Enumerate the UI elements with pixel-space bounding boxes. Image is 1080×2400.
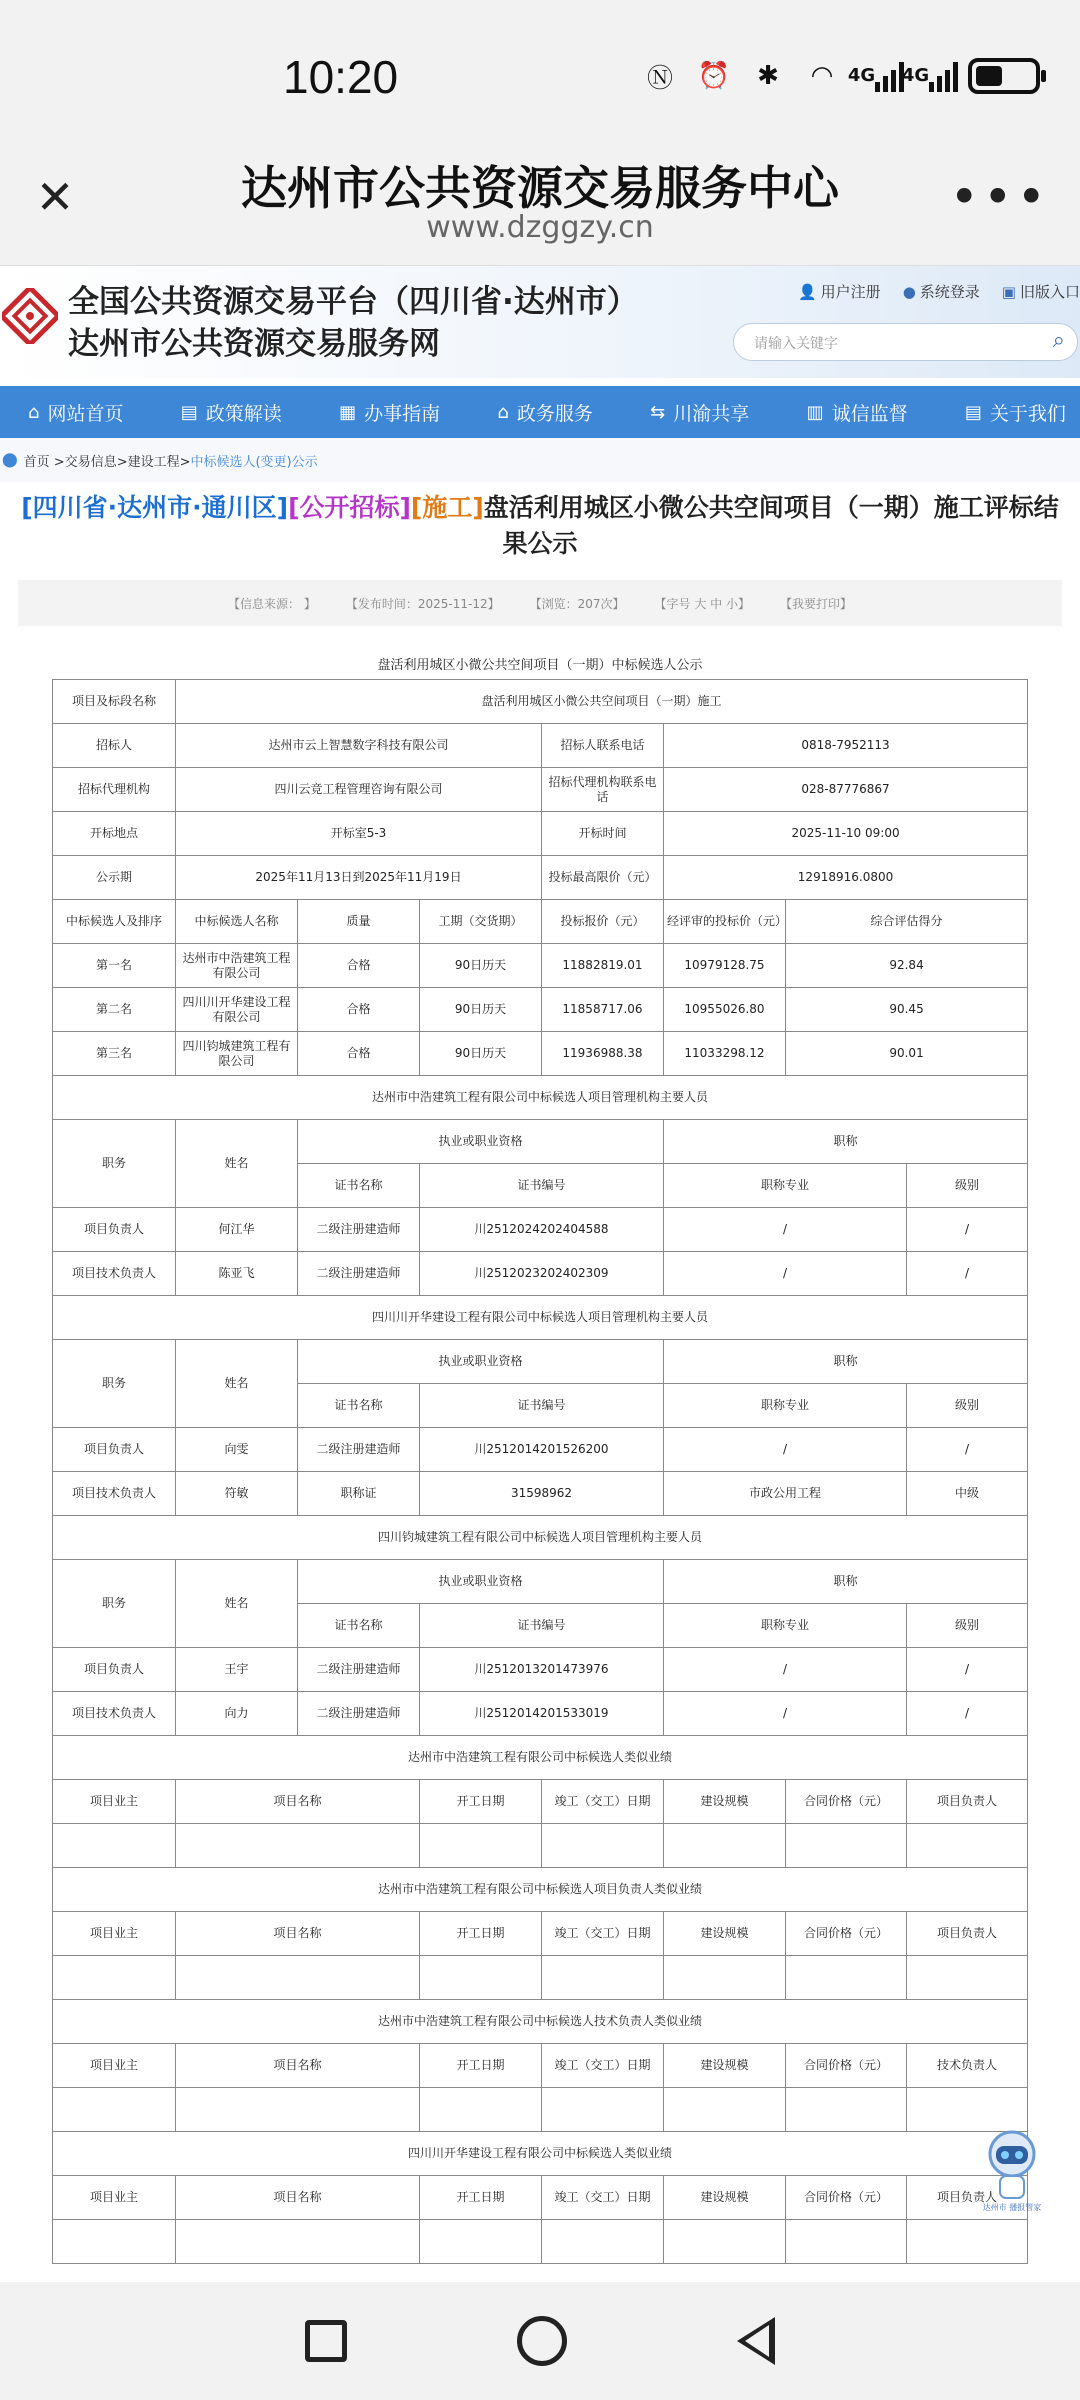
empty-cell: [542, 1824, 664, 1868]
main-nav: [0, 386, 1080, 438]
empty-cell: [420, 1956, 542, 2000]
nav-item-about[interactable]: ▤ 关于我们: [964, 401, 1066, 425]
search-icon[interactable]: ⌕: [1052, 328, 1065, 353]
label-cell: 招标代理机构联系电话: [542, 768, 664, 812]
value-cell: 四川云竞工程管理咨询有限公司: [176, 768, 542, 812]
location-icon: ⬤: [2, 452, 18, 468]
breadcrumb: [0, 438, 1080, 482]
column-header: 竣工（交工）日期: [542, 2044, 664, 2088]
search-input[interactable]: 请输入关键字 ⌕: [733, 323, 1078, 361]
staff-row: [53, 1252, 1028, 1296]
empty-cell: [53, 2220, 176, 2264]
staff-row: [53, 1208, 1028, 1252]
user-icon: 👤: [797, 282, 817, 301]
candidate-row: [53, 944, 1028, 988]
table-cell: 项目技术负责人: [53, 1472, 176, 1516]
table-cell: 二级注册建造师: [298, 1428, 420, 1472]
table-cell: /: [664, 1208, 907, 1252]
column-header: 中标候选人名称: [176, 900, 298, 944]
table-cell: 90.45: [786, 988, 1028, 1032]
empty-cell: [176, 1956, 420, 2000]
table-cell: 第三名: [53, 1032, 176, 1076]
svg-text:达州市 播报管家: 达州市 播报管家: [982, 2203, 1042, 2212]
empty-cell: [664, 2088, 786, 2132]
article-title: [四川省·达州市·通川区][公开招标][施工]盘活利用城区小微公共空间项目（一期）施工评标结果公示: [21, 493, 1059, 558]
column-header: 职务: [53, 1340, 176, 1428]
empty-cell: [907, 2088, 1028, 2132]
table-cell: /: [907, 1252, 1028, 1296]
table-cell: 11882819.01: [542, 944, 664, 988]
column-header: 综合评估得分: [786, 900, 1028, 944]
column-header: 竣工（交工）日期: [542, 1912, 664, 1956]
column-header: 项目业主: [53, 1780, 176, 1824]
empty-cell: [176, 2088, 420, 2132]
table-cell: 何江华: [176, 1208, 298, 1252]
table-row: [53, 680, 1028, 724]
empty-cell: [420, 1824, 542, 1868]
staff-row: [53, 1428, 1028, 1472]
column-header: 证书编号: [420, 1164, 664, 1208]
table-cell: 二级注册建造师: [298, 1252, 420, 1296]
table-cell: /: [664, 1252, 907, 1296]
column-header: 开工日期: [420, 1780, 542, 1824]
table-cell: 11033298.12: [664, 1032, 786, 1076]
font-size-switch[interactable]: 【字号 大 中 小】: [654, 596, 750, 611]
table-row: [53, 812, 1028, 856]
table-cell: 10955026.80: [664, 988, 786, 1032]
column-header: 投标报价（元）: [542, 900, 664, 944]
column-header: 竣工（交工）日期: [542, 2176, 664, 2220]
nav-item-service[interactable]: ⌂ 政务服务: [497, 401, 593, 425]
column-header: 执业或职业资格: [298, 1120, 664, 1164]
section-heading-row: [53, 1868, 1028, 1912]
system-nav-bar: [0, 2282, 1080, 2400]
empty-row: [53, 1824, 1028, 1868]
column-header: 合同价格（元）: [786, 2176, 907, 2220]
column-header: 经评审的投标价（元）: [664, 900, 786, 944]
section-heading: 四川钧城建筑工程有限公司中标候选人项目管理机构主要人员: [53, 1516, 1028, 1560]
value-cell: 达州市云上智慧数字科技有限公司: [176, 724, 542, 768]
table-cell: 四川钧城建筑工程有限公司: [176, 1032, 298, 1076]
table-header-row: [53, 1780, 1028, 1824]
empty-cell: [907, 1956, 1028, 2000]
empty-cell: [786, 1956, 907, 2000]
column-header: 级别: [907, 1384, 1028, 1428]
table-row: [53, 724, 1028, 768]
column-header: 开工日期: [420, 2176, 542, 2220]
signal-icon: 4G: [910, 56, 950, 96]
column-header: 级别: [907, 1164, 1028, 1208]
table-header-row: [53, 1560, 1028, 1604]
table-row: [53, 856, 1028, 900]
register-link[interactable]: 👤 用户注册: [797, 282, 881, 301]
column-header: 质量: [298, 900, 420, 944]
nav-item-home[interactable]: ⌂ 网站首页: [28, 401, 124, 425]
label-cell: 开标地点: [53, 812, 176, 856]
article-meta: 【信息来源： 】 【发布时间：2025-11-12】 【浏览：207次】 【字号 大 中 小】 【我要打印】: [18, 580, 1062, 626]
table-cell: 项目技术负责人: [53, 1252, 176, 1296]
table-cell: 向力: [176, 1692, 298, 1736]
table-cell: 项目负责人: [53, 1428, 176, 1472]
value-cell: 028-87776867: [664, 768, 1028, 812]
column-header: 项目业主: [53, 2176, 176, 2220]
label-cell: 招标代理机构: [53, 768, 176, 812]
section-heading-row: [53, 1296, 1028, 1340]
nav-item-guide[interactable]: ▦ 办事指南: [339, 401, 441, 425]
site-header: [0, 266, 1080, 378]
table-header-row: [53, 1912, 1028, 1956]
table-cell: 90日历天: [420, 988, 542, 1032]
column-header: 项目名称: [176, 1912, 420, 1956]
table-cell: 四川川开华建设工程有限公司: [176, 988, 298, 1032]
column-header: 项目名称: [176, 2176, 420, 2220]
section-heading: 达州市中浩建筑工程有限公司中标候选人类似业绩: [53, 1736, 1028, 1780]
browser-header: [0, 160, 1080, 266]
empty-cell: [664, 1824, 786, 1868]
column-header: 中标候选人及排序: [53, 900, 176, 944]
recents-button[interactable]: [305, 2320, 347, 2362]
building-icon: ⌂: [497, 401, 509, 423]
empty-cell: [664, 1956, 786, 2000]
empty-cell: [53, 1956, 176, 2000]
column-header: 建设规模: [664, 1912, 786, 1956]
column-header: 建设规模: [664, 1780, 786, 1824]
column-header: 职称专业: [664, 1604, 907, 1648]
empty-row: [53, 1956, 1028, 2000]
table-cell: /: [664, 1648, 907, 1692]
section-heading-row: [53, 1076, 1028, 1120]
info-icon: ▤: [964, 401, 982, 423]
column-header: 执业或职业资格: [298, 1340, 664, 1384]
column-header: 证书名称: [298, 1164, 420, 1208]
section-heading-row: [53, 2000, 1028, 2044]
section-heading-row: [53, 1516, 1028, 1560]
table-cell: /: [907, 1428, 1028, 1472]
document-icon: ▤: [180, 401, 198, 423]
section-heading: 达州市中浩建筑工程有限公司中标候选人项目负责人类似业绩: [53, 1868, 1028, 1912]
column-header: 职称: [664, 1560, 1028, 1604]
alarm-icon: ⏰: [697, 61, 731, 91]
table-cell: 合格: [298, 988, 420, 1032]
nav-item-policy[interactable]: ▤ 政策解读: [180, 401, 282, 425]
empty-cell: [420, 2088, 542, 2132]
empty-cell: [176, 2220, 420, 2264]
value-cell: 盘活利用城区小微公共空间项目（一期）施工: [176, 680, 1028, 724]
section-heading: 四川川开华建设工程有限公司中标候选人项目管理机构主要人员: [53, 1296, 1028, 1340]
table-cell: 92.84: [786, 944, 1028, 988]
empty-cell: [907, 2220, 1028, 2264]
column-header: 项目业主: [53, 2044, 176, 2088]
label-cell: 公示期: [53, 856, 176, 900]
guide-icon: ▦: [339, 401, 357, 423]
column-header: 竣工（交工）日期: [542, 1780, 664, 1824]
table-cell: 31598962: [420, 1472, 664, 1516]
table-cell: 陈亚飞: [176, 1252, 298, 1296]
table-cell: 市政公用工程: [664, 1472, 907, 1516]
column-header: 项目负责人: [907, 1912, 1028, 1956]
label-cell: 招标人: [53, 724, 176, 768]
column-header: 职称: [664, 1340, 1028, 1384]
column-header: 职务: [53, 1560, 176, 1648]
candidate-row: [53, 988, 1028, 1032]
result-table: [52, 679, 1028, 2264]
table-cell: 11858717.06: [542, 988, 664, 1032]
site-subtitle: 达州市公共资源交易服务网: [68, 326, 440, 362]
section-heading-row: [53, 2132, 1028, 2176]
column-header: 开工日期: [420, 1912, 542, 1956]
table-cell: 川2512014201526200: [420, 1428, 664, 1472]
empty-cell: [786, 1824, 907, 1868]
column-header: 项目名称: [176, 2044, 420, 2088]
label-cell: 招标人联系电话: [542, 724, 664, 768]
empty-cell: [786, 2220, 907, 2264]
table-cell: 项目负责人: [53, 1648, 176, 1692]
table-cell: 合格: [298, 1032, 420, 1076]
empty-cell: [176, 1824, 420, 1868]
table-header-row: [53, 1120, 1028, 1164]
section-heading: 达州市中浩建筑工程有限公司中标候选人项目管理机构主要人员: [53, 1076, 1028, 1120]
column-header: 证书名称: [298, 1604, 420, 1648]
column-header: 证书编号: [420, 1384, 664, 1428]
section-heading: 四川川开华建设工程有限公司中标候选人类似业绩: [53, 2132, 1028, 2176]
column-header: 职称专业: [664, 1164, 907, 1208]
home-button[interactable]: [517, 2316, 567, 2366]
table-cell: 王宇: [176, 1648, 298, 1692]
back-button[interactable]: [737, 2317, 775, 2365]
value-cell: 2025-11-10 09:00: [664, 812, 1028, 856]
table-header-row: [53, 1340, 1028, 1384]
column-header: 合同价格（元）: [786, 1780, 907, 1824]
credit-icon: ▥: [806, 401, 824, 423]
table-cell: 职称证: [298, 1472, 420, 1516]
column-header: 项目名称: [176, 1780, 420, 1824]
table-header-row: [53, 2044, 1028, 2088]
staff-row: [53, 1648, 1028, 1692]
header-links: [798, 281, 1080, 302]
close-icon[interactable]: ✕: [35, 170, 75, 224]
table-cell: /: [907, 1648, 1028, 1692]
column-header: 项目负责人: [907, 1780, 1028, 1824]
breadcrumb-current: 中标候选人(变更)公示: [190, 454, 318, 470]
page-title: 达州市公共资源交易服务中心: [241, 161, 839, 215]
site-title: 全国公共资源交易平台（四川省·达州市）: [68, 284, 638, 320]
value-cell: 0818-7952113: [664, 724, 1028, 768]
column-header: 技术负责人: [907, 2044, 1028, 2088]
column-header: 合同价格（元）: [786, 2044, 907, 2088]
column-header: 姓名: [176, 1340, 298, 1428]
table-cell: 向雯: [176, 1428, 298, 1472]
old-version-link[interactable]: ▣ 旧版入口: [1001, 282, 1080, 301]
section-heading-row: [53, 1736, 1028, 1780]
clock: 10:20: [283, 51, 399, 103]
empty-cell: [542, 1956, 664, 2000]
column-header: 职务: [53, 1120, 176, 1208]
table-cell: 二级注册建造师: [298, 1692, 420, 1736]
empty-cell: [53, 2088, 176, 2132]
table-cell: 合格: [298, 944, 420, 988]
table-cell: 11936988.38: [542, 1032, 664, 1076]
nav-item-credit[interactable]: ▥ 诚信监督: [806, 401, 908, 425]
monitor-icon: ▣: [1001, 282, 1016, 301]
column-header: 项目业主: [53, 1912, 176, 1956]
label-cell: 投标最高限价（元）: [542, 856, 664, 900]
table-cell: /: [664, 1692, 907, 1736]
table-header-row: [53, 2176, 1028, 2220]
column-header: 建设规模: [664, 2044, 786, 2088]
status-icons: [640, 56, 1040, 96]
column-header: 职称: [664, 1120, 1028, 1164]
empty-cell: [542, 2220, 664, 2264]
share-icon: ⇆: [650, 401, 666, 423]
table-cell: 第一名: [53, 944, 176, 988]
empty-cell: [786, 2088, 907, 2132]
breadcrumb-path[interactable]: 首页 >交易信息>建设工程>: [23, 454, 191, 470]
column-header: 级别: [907, 1604, 1028, 1648]
login-link[interactable]: ● 系统登录: [902, 282, 980, 301]
column-header: 证书名称: [298, 1384, 420, 1428]
empty-cell: [542, 2088, 664, 2132]
staff-row: [53, 1692, 1028, 1736]
column-header: 职称专业: [664, 1384, 907, 1428]
table-cell: /: [907, 1692, 1028, 1736]
label-cell: 项目及标段名称: [53, 680, 176, 724]
page-url: www.dzggzy.cn: [426, 210, 654, 245]
home-icon: ⌂: [28, 401, 40, 423]
column-header: 姓名: [176, 1120, 298, 1208]
label-cell: 开标时间: [542, 812, 664, 856]
empty-cell: [664, 2220, 786, 2264]
bluetooth-icon: ✱: [757, 61, 779, 91]
table-cell: 90.01: [786, 1032, 1028, 1076]
section-heading: 达州市中浩建筑工程有限公司中标候选人技术负责人类似业绩: [53, 2000, 1028, 2044]
table-cell: 二级注册建造师: [298, 1208, 420, 1252]
table-cell: 10979128.75: [664, 944, 786, 988]
candidate-row: [53, 1032, 1028, 1076]
account-icon: ●: [902, 282, 916, 301]
empty-cell: [907, 1824, 1028, 1868]
value-cell: 12918916.0800: [664, 856, 1028, 900]
value-cell: 2025年11月13日到2025年11月19日: [176, 856, 542, 900]
table-cell: /: [664, 1428, 907, 1472]
column-header: 合同价格（元）: [786, 1912, 907, 1956]
signal-icon: 4G: [856, 56, 896, 96]
table-cell: 90日历天: [420, 944, 542, 988]
value-cell: 开标室5-3: [176, 812, 542, 856]
table-cell: 项目技术负责人: [53, 1692, 176, 1736]
empty-row: [53, 2088, 1028, 2132]
table-cell: 川2512013201473976: [420, 1648, 664, 1692]
table-cell: 符敏: [176, 1472, 298, 1516]
table-cell: 二级注册建造师: [298, 1648, 420, 1692]
empty-row: [53, 2220, 1028, 2264]
column-header: 项目负责人: [907, 2176, 1028, 2220]
table-cell: 川2512023202402309: [420, 1252, 664, 1296]
table-cell: 第二名: [53, 988, 176, 1032]
column-header: 建设规模: [664, 2176, 786, 2220]
table-row: [53, 768, 1028, 812]
column-header: 工期（交货期）: [420, 900, 542, 944]
empty-cell: [420, 2220, 542, 2264]
table-cell: 达州市中浩建筑工程有限公司: [176, 944, 298, 988]
table-cell: 项目负责人: [53, 1208, 176, 1252]
assistant-mascot-icon[interactable]: [980, 2128, 1044, 2220]
nfc-icon: Ⓝ: [646, 63, 673, 94]
print-link[interactable]: 【我要打印】: [779, 596, 852, 611]
table-cell: /: [907, 1208, 1028, 1252]
notice-heading: 盘活利用城区小微公共空间项目（一期）中标候选人公示: [377, 658, 703, 673]
table-cell: 中级: [907, 1472, 1028, 1516]
column-header: 执业或职业资格: [298, 1560, 664, 1604]
more-icon[interactable]: •••: [949, 168, 1050, 226]
column-header: 开工日期: [420, 2044, 542, 2088]
status-bar: [0, 0, 1080, 160]
battery-icon: [968, 58, 1040, 94]
staff-row: [53, 1472, 1028, 1516]
site-logo-icon: [2, 288, 58, 344]
table-header-row: [53, 900, 1028, 944]
table-cell: 川2512014201533019: [420, 1692, 664, 1736]
wifi-icon: ◠: [810, 61, 834, 91]
column-header: 姓名: [176, 1560, 298, 1648]
table-cell: 川2512024202404588: [420, 1208, 664, 1252]
column-header: 证书编号: [420, 1604, 664, 1648]
empty-cell: [53, 1824, 176, 1868]
nav-item-share[interactable]: ⇆ 川渝共享: [650, 401, 750, 425]
table-cell: 90日历天: [420, 1032, 542, 1076]
